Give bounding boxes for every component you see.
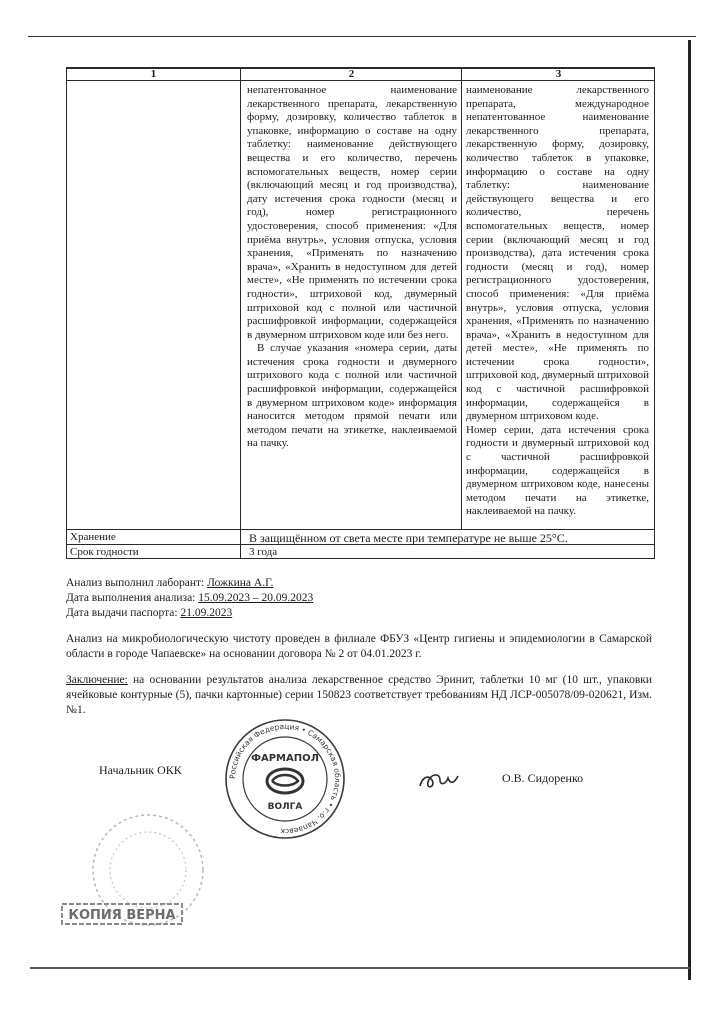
- lab-name: Ложкина А.Г.: [207, 577, 274, 589]
- page-edge: [688, 40, 691, 980]
- copy-stamp-text: КОПИЯ ВЕРНА: [68, 908, 176, 923]
- table-header-2: 2: [348, 68, 355, 80]
- round-seal: [220, 717, 350, 842]
- signatory-name: О.В. Сидоренко: [502, 771, 584, 785]
- seal-sub-text: ВОЛГА: [267, 802, 303, 812]
- signatory-title: Начальник ОКК: [99, 763, 182, 777]
- micro-text: Анализ на микробиологическую чистоту проведен в филиале ФБУЗ «Центр гигиены и эпидемиологии в Самарской области в городе Чапаевске» на основании договора № 2 от 04.01.2023 г.: [66, 633, 652, 660]
- shelf-life-value: 3 года: [249, 546, 278, 558]
- seal-ring-text: Российская Федерация • Самарская область • г.о. Чапаевск: [227, 721, 343, 837]
- table-header-3: 3: [555, 68, 562, 80]
- shelf-life-label: Срок годности: [70, 546, 139, 558]
- conclusion-text: на основании результатов анализа лекарственное средство Эринит, таблетки 10 мг (10 шт., упаковки ячейковые контурные (5), пачки картонные) серии 150823 соответствует требованиям НД ЛСР-005078/09-020621, Изм. №1.: [66, 674, 652, 716]
- storage-value: В защищённом от света месте при температуре не выше 25°С.: [249, 531, 568, 545]
- column-3-text: [466, 84, 649, 519]
- col3-paragraph-1: наименование лекарственного препарата, международное непатентованное наименование лекарственного препарата, лекарственную форму, дозировку, количество таблеток в упаковке, информацию о составе на одну таблетку: наименование действующего вещества и его количество, перечень вспомогательных веществ, номер серии (включающий месяц и год производства), дата истечения срока годности (месяц и год), номер регистрационного удостоверения, способ применения: «Для приёма внутрь», условия отпуска, условия хранения, «Применять по назначению врача», «Хранить в недоступном для детей месте», «Не применять по истечении срока годности», штриховой код, двумерный штриховой код с частичной расшифровкой информации, содержащейся в двумерном штриховом коде.: [466, 84, 649, 423]
- analysis-info: [66, 576, 652, 621]
- micro-analysis-text: [66, 632, 652, 662]
- faded-stamp: [58, 808, 218, 938]
- seal-org-name: ФАРМАПОЛ: [251, 753, 319, 764]
- handwritten-signature: [414, 760, 464, 800]
- conclusion-label: Заключение:: [66, 674, 128, 686]
- table-header-1: 1: [150, 68, 157, 80]
- lab-label: Анализ выполнил лаборант:: [66, 577, 205, 589]
- column-2-text: [247, 84, 457, 451]
- col2-paragraph-1: непатентованное наименование лекарственного препарата, лекарственную форму, дозировку, количество таблеток в упаковке, информацию о составе на одну таблетку: наименование действующего вещества и его количество, перечень вспомогательных веществ, номер серии (включающий месяц и год производства), дату истечения срока годности (месяц и год), номер регистрационного удостоверения, способ применения: «Для приёма внутрь», условия отпуска, условия хранения, «Применять по назначению врача», «Хранить в недоступном для детей месте», «Не применять по истечении срока годности», штриховой код, двумерный штриховой код с полной или частичной расшифровкой информации, содержащейся в двумерном штриховом коде или без него.: [247, 84, 457, 341]
- conclusion: [66, 673, 652, 718]
- bottom-rule: [30, 967, 690, 969]
- storage-label: Хранение: [70, 531, 116, 543]
- issue-date-label: Дата выдачи паспорта:: [66, 607, 178, 619]
- analysis-date-value: 15.09.2023 – 20.09.2023: [198, 592, 314, 604]
- analysis-date-label: Дата выполнения анализа:: [66, 592, 196, 604]
- top-rule: [28, 36, 696, 37]
- issue-date-value: 21.09.2023: [180, 607, 233, 619]
- col2-paragraph-2: В случае указания «номера серии, даты истечения срока годности и двумерного штрихового кода с полной или частичной расшифровкой информации, содержащейся в двумерном штриховом коде» информация наносится методом прямой печати или методом печати на этикетке, наклеиваемой на пачку.: [247, 342, 457, 450]
- col3-paragraph-2: Номер серии, дата истечения срока годности и двумерный штриховой код с частичной расшифровкой информации, содержащейся в двумерном штриховом коде, нанесены методом печати на этикетке, наклеиваемой на пачку.: [466, 423, 649, 518]
